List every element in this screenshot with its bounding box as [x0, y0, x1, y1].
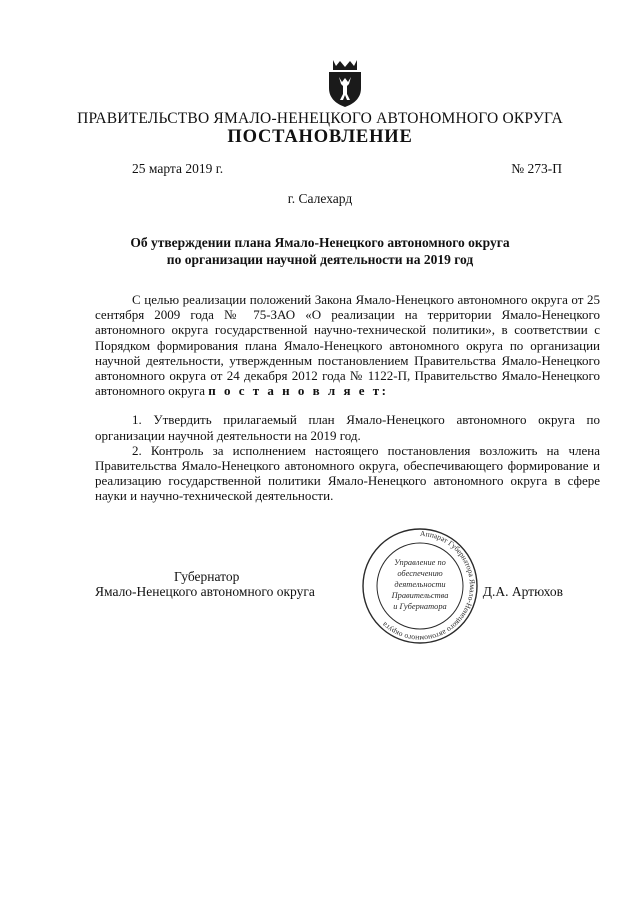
item-1-paragraph: 1. Утвердить прилагаемый план Ямало-Ненецкого автономного округа по организации научной деятельности на 2019 год.: [95, 412, 600, 443]
resolves-word: п о с т а н о в л я е т:: [208, 383, 389, 399]
stamp-center-line: обеспечению: [397, 569, 443, 578]
stamp-center-line: Управление по: [394, 558, 446, 567]
stamp-center-line: Правительства: [391, 591, 449, 600]
signer-name: Д.А. Артюхов: [482, 584, 563, 599]
government-title: ПРАВИТЕЛЬСТВО ЯМАЛО-НЕНЕЦКОГО АВТОНОМНОГО ОКРУГА: [77, 110, 563, 127]
heading-line-1: Об утверждении плана Ямало-Ненецкого автономного округа: [130, 235, 510, 250]
coat-of-arms-emblem: [325, 56, 365, 108]
preamble-text: С целью реализации положений Закона Ямало-Ненецкого автономного округа от 25 сентября 2009 года № 75-ЗАО «О реализации на территории Ямало-Ненецкого автономного округа государственной научно-технической политики», в соответствии с Порядком формирования плана Ямало-Ненецкого автономного округа по организации научной деятельности, утвержденным постановлением Правительства Ямало-Ненецкого автономного округа от 24 декабря 2012 года № 1122-П, Правительство Ямало-Ненецкого автономного округа: [95, 292, 600, 399]
stamp-center-line: деятельности: [394, 580, 446, 589]
official-stamp: [356, 527, 484, 645]
stamp-center-line: и Губернатора: [393, 602, 447, 611]
heading-line-2: по организации научной деятельности на 2019 год: [166, 252, 474, 267]
stamp-ring-text: Аппарат Губернатора Ямало-Ненецкого автономного округа: [380, 528, 477, 644]
document-type: ПОСТАНОВЛЕНИЕ: [227, 127, 413, 147]
document-number: № 273-П: [511, 161, 562, 176]
document-date: 25 марта 2019 г.: [132, 161, 224, 176]
document-city: г. Салехард: [287, 191, 353, 206]
document-heading: [100, 234, 540, 268]
document-body: [95, 292, 600, 504]
signature-region: Ямало-Ненецкого автономного округа: [95, 584, 315, 599]
item-2-paragraph: 2. Контроль за исполнением настоящего постановления возложить на члена Правительства Ямало-Ненецкого автономного округа, обеспечивающего формирование и реализацию государственной политики Ямало-Ненецкого автономного округа в сфере науки и научно-технической деятельности.: [95, 442, 600, 504]
signature-post: Губернатор: [174, 569, 240, 584]
preamble-paragraph: [95, 292, 600, 398]
